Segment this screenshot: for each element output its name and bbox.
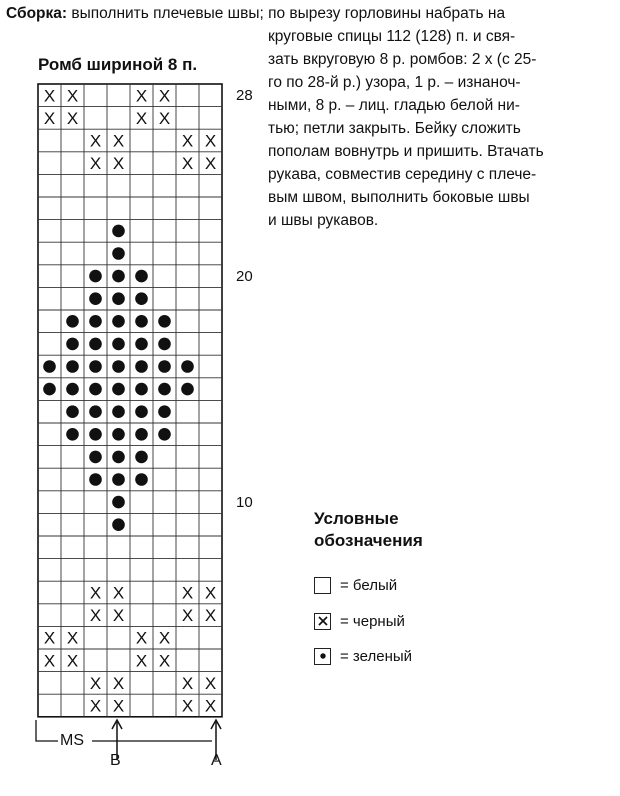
dot-stitch-mark bbox=[135, 315, 148, 328]
dot-stitch-mark bbox=[66, 338, 79, 351]
dot-stitch-mark bbox=[89, 473, 102, 486]
cross-stitch-mark: X bbox=[158, 651, 171, 671]
assembly-line-3: го по 28-й р.) узора, 1 р. – изнаноч- bbox=[268, 74, 521, 91]
cross-stitch-mark: X bbox=[112, 606, 125, 626]
cross-stitch-mark: X bbox=[89, 154, 102, 174]
cross-stitch-mark: X bbox=[89, 673, 102, 693]
dot-stitch-mark bbox=[135, 360, 148, 373]
dot-stitch-mark bbox=[112, 338, 125, 351]
cross-stitch-mark: X bbox=[135, 651, 148, 671]
cross-stitch-mark: X bbox=[66, 86, 79, 106]
arrow-label-a: A bbox=[211, 752, 222, 769]
cross-stitch-mark: X bbox=[135, 108, 148, 128]
cross-stitch-mark: X bbox=[89, 606, 102, 626]
assembly-line-4: ными, 8 р. – лиц. гладью белой ни- bbox=[268, 97, 520, 114]
cross-stitch-mark: X bbox=[89, 583, 102, 603]
row-label-28: 28 bbox=[236, 87, 253, 104]
cross-stitch-mark: X bbox=[66, 108, 79, 128]
cross-stitch-mark: X bbox=[181, 131, 194, 151]
dot-stitch-mark bbox=[112, 428, 125, 441]
dot-stitch-mark bbox=[158, 338, 171, 351]
dot-stitch-mark bbox=[112, 405, 125, 418]
cross-stitch-mark: X bbox=[112, 696, 125, 716]
dot-stitch-mark bbox=[135, 338, 148, 351]
cross-stitch-mark: X bbox=[112, 583, 125, 603]
cross-stitch-mark: X bbox=[204, 131, 217, 151]
dot-stitch-mark bbox=[112, 315, 125, 328]
cross-square-icon bbox=[314, 613, 331, 630]
legend-title: Условные обозначения bbox=[314, 509, 423, 550]
dot-stitch-mark bbox=[66, 315, 79, 328]
dot-stitch-mark bbox=[135, 473, 148, 486]
dot-stitch-mark bbox=[66, 405, 79, 418]
cross-stitch-mark: X bbox=[135, 628, 148, 648]
cross-stitch-mark: X bbox=[181, 606, 194, 626]
cross-stitch-mark: X bbox=[112, 131, 125, 151]
dot-stitch-mark bbox=[112, 496, 125, 509]
dot-stitch-mark bbox=[112, 292, 125, 305]
dot-stitch-mark bbox=[112, 473, 125, 486]
dot-stitch-mark bbox=[112, 360, 125, 373]
assembly-lead: Сборка: bbox=[6, 5, 68, 22]
dot-stitch-mark bbox=[66, 383, 79, 396]
dot-stitch-mark bbox=[112, 270, 125, 283]
row-label-20: 20 bbox=[236, 268, 253, 285]
assembly-line-6: пополам вовнутрь и пришить. Втачать bbox=[268, 143, 544, 160]
dot-stitch-mark bbox=[158, 315, 171, 328]
dot-stitch-mark bbox=[66, 428, 79, 441]
dot-stitch-mark bbox=[181, 360, 194, 373]
cross-stitch-mark: X bbox=[204, 696, 217, 716]
chart-title: Ромб шириной 8 п. bbox=[38, 55, 198, 74]
cross-stitch-mark: X bbox=[181, 696, 194, 716]
dot-stitch-mark bbox=[66, 360, 79, 373]
dot-stitch-mark bbox=[43, 383, 56, 396]
dot-square-icon bbox=[314, 648, 331, 665]
dot-stitch-mark bbox=[135, 270, 148, 283]
cross-stitch-mark: X bbox=[181, 154, 194, 174]
assembly-line-0: Сборка: выполнить плечевые швы; по вырезу горловины набрать на bbox=[6, 5, 506, 22]
cross-stitch-mark: X bbox=[43, 628, 56, 648]
dot-stitch-mark bbox=[89, 360, 102, 373]
ms-label: MS bbox=[60, 732, 84, 749]
dot-stitch-mark bbox=[112, 451, 125, 464]
assembly-line-2: зать вкруговую 8 р. ромбов: 2 х (с 25- bbox=[268, 51, 537, 68]
cross-stitch-mark: X bbox=[204, 673, 217, 693]
dot-stitch-mark bbox=[181, 383, 194, 396]
dot-stitch-mark bbox=[112, 518, 125, 531]
cross-stitch-mark: X bbox=[112, 154, 125, 174]
legend-item-white: = белый bbox=[314, 575, 397, 595]
legend-item-green: = зеленый bbox=[314, 646, 412, 666]
dot-stitch-mark bbox=[158, 360, 171, 373]
cross-stitch-mark: X bbox=[43, 108, 56, 128]
dot-stitch-mark bbox=[135, 451, 148, 464]
assembly-line-5: тью; петли закрыть. Бейку сложить bbox=[268, 120, 521, 137]
cross-stitch-mark: X bbox=[204, 154, 217, 174]
cross-stitch-mark: X bbox=[66, 628, 79, 648]
assembly-line-9: и швы рукавов. bbox=[268, 212, 379, 229]
dot-stitch-mark bbox=[89, 315, 102, 328]
cross-stitch-mark: X bbox=[89, 696, 102, 716]
cross-stitch-mark: X bbox=[89, 131, 102, 151]
dot-stitch-mark bbox=[135, 383, 148, 396]
cross-stitch-mark: X bbox=[43, 86, 56, 106]
assembly-line-7: рукава, совместив середину с плече- bbox=[268, 166, 537, 183]
dot-stitch-mark bbox=[112, 383, 125, 396]
cross-stitch-mark: X bbox=[135, 86, 148, 106]
dot-stitch-mark bbox=[135, 405, 148, 418]
cross-stitch-mark: X bbox=[66, 651, 79, 671]
dot-stitch-mark bbox=[43, 360, 56, 373]
cross-stitch-mark: X bbox=[158, 108, 171, 128]
dot-stitch-mark bbox=[158, 405, 171, 418]
dot-stitch-mark bbox=[89, 338, 102, 351]
dot-stitch-mark bbox=[112, 225, 125, 238]
cross-stitch-mark: X bbox=[158, 86, 171, 106]
dot-stitch-mark bbox=[135, 428, 148, 441]
cross-stitch-mark: X bbox=[112, 673, 125, 693]
cross-stitch-mark: X bbox=[204, 606, 217, 626]
dot-stitch-mark bbox=[89, 451, 102, 464]
cross-stitch-mark: X bbox=[158, 628, 171, 648]
assembly-line-8: вым швом, выполнить боковые швы bbox=[268, 189, 530, 206]
legend-item-black: = черный bbox=[314, 611, 405, 631]
empty-square-icon bbox=[314, 577, 331, 594]
dot-stitch-mark bbox=[158, 383, 171, 396]
dot-stitch-mark bbox=[89, 428, 102, 441]
cross-stitch-mark: X bbox=[43, 651, 56, 671]
arrow-label-b: B bbox=[110, 752, 121, 769]
knitting-chart bbox=[36, 82, 236, 726]
dot-stitch-mark bbox=[89, 405, 102, 418]
dot-stitch-mark bbox=[112, 247, 125, 260]
cross-stitch-mark: X bbox=[204, 583, 217, 603]
cross-stitch-mark: X bbox=[181, 583, 194, 603]
dot-stitch-mark bbox=[89, 292, 102, 305]
assembly-line-1: круговые спицы 112 (128) п. и свя- bbox=[268, 28, 516, 45]
cross-stitch-mark: X bbox=[181, 673, 194, 693]
dot-stitch-mark bbox=[89, 270, 102, 283]
dot-stitch-mark bbox=[89, 383, 102, 396]
dot-stitch-mark bbox=[135, 292, 148, 305]
dot-stitch-mark bbox=[158, 428, 171, 441]
row-label-10: 10 bbox=[236, 494, 253, 511]
